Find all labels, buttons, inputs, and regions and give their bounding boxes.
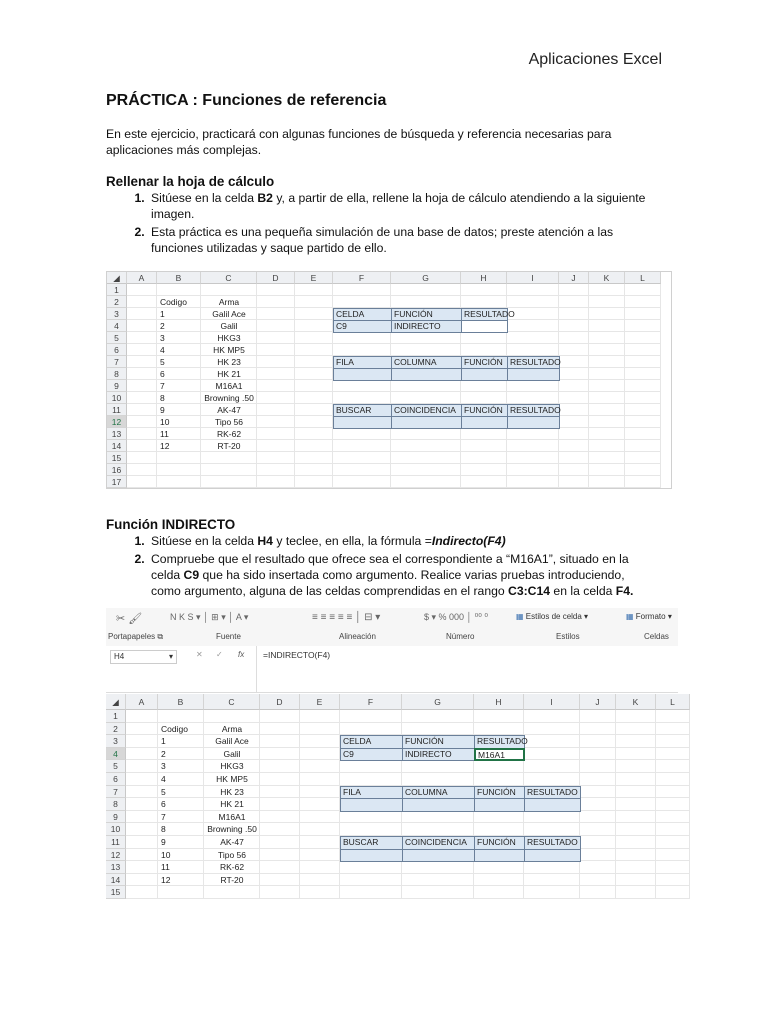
row-header[interactable]: 4: [106, 748, 126, 761]
column-header: B: [157, 272, 201, 284]
table3-empty-cell: [507, 416, 560, 429]
column-header[interactable]: I: [524, 694, 580, 710]
table2-empty-cell: [461, 368, 508, 381]
table1-funcion-header[interactable]: FUNCIÓN: [402, 735, 475, 749]
grid-line[interactable]: [655, 710, 656, 899]
row-header: 3: [107, 308, 127, 320]
table2-resultado-header[interactable]: RESULTADO: [524, 786, 581, 800]
spreadsheet-image-1: [106, 271, 672, 489]
cell-code[interactable]: 5: [161, 786, 166, 797]
column-header[interactable]: J: [580, 694, 616, 710]
step-2: 2. Esta práctica es una pequeña simulación de una base de datos; preste atención a las funciones utilizadas y saque partido de ello.: [148, 224, 646, 256]
formula-divider: [256, 646, 257, 692]
row-header: 13: [107, 428, 127, 440]
cell-styles-button[interactable]: ▦ Estilos de celda ▾: [516, 612, 589, 621]
column-header: L: [625, 272, 661, 284]
table2-empty-cell: [333, 368, 392, 381]
table2-empty-cell: [507, 368, 560, 381]
formula-input[interactable]: =INDIRECTO(F4): [263, 650, 331, 660]
cell-code[interactable]: 3: [161, 761, 166, 772]
cell-code[interactable]: 1: [161, 736, 166, 747]
grid-line[interactable]: [615, 710, 616, 899]
cell-code[interactable]: 8: [161, 824, 166, 835]
table2-empty-cell: [391, 368, 462, 381]
table1-funcion-header: FUNCIÓN: [391, 308, 462, 321]
row-header: 15: [107, 452, 127, 464]
row-header[interactable]: 12: [106, 849, 126, 862]
cell-weapon[interactable]: RK-62: [219, 862, 245, 873]
step-1: 1. Sitúese en la celda H4 y teclee, en ella, la fórmula =Indirecto(F4): [148, 533, 646, 549]
cell-code[interactable]: 12: [161, 874, 171, 885]
row-header[interactable]: 1: [106, 710, 126, 723]
cell-weapon[interactable]: RT-20: [220, 874, 244, 885]
table1-resultado-header: RESULTADO: [461, 308, 508, 321]
number-format-icon[interactable]: $ ▾ % 000 │ ⁰⁰ ⁰: [424, 612, 488, 622]
cell-weapon[interactable]: Browning .50: [207, 824, 257, 835]
page-title: PRÁCTICA : Funciones de referencia: [106, 92, 387, 109]
cell-codigo-header[interactable]: Codigo: [161, 723, 188, 734]
row-header[interactable]: 2: [106, 723, 126, 736]
row-header: 5: [107, 332, 127, 344]
grid-line: [558, 284, 559, 488]
column-header[interactable]: L: [656, 694, 690, 710]
column-header[interactable]: D: [260, 694, 300, 710]
table2-funcion-header: FUNCIÓN: [461, 356, 508, 369]
cell-code[interactable]: 9: [161, 837, 166, 847]
ribbon-group-fuente: Fuente: [216, 632, 241, 641]
confirm-icon[interactable]: ✓: [216, 650, 223, 659]
cell-code: 10: [160, 417, 170, 427]
column-header[interactable]: H: [474, 694, 524, 710]
table3-resultado-header: RESULTADO: [507, 404, 560, 417]
row-header: 7: [107, 356, 127, 368]
cell-code: 2: [160, 321, 165, 331]
intro-paragraph: En este ejercicio, practicará con algunas funciones de búsqueda y referencia necesarias para aplicaciones más complejas.: [106, 127, 612, 157]
table3-empty-cell: [391, 416, 462, 429]
table3-buscar-header: BUSCAR: [333, 404, 392, 417]
row-header: 9: [107, 380, 127, 392]
ribbon-group-celdas: Celdas: [644, 632, 669, 641]
cell-weapon: Galil Ace: [212, 309, 246, 319]
row-header[interactable]: 9: [106, 811, 126, 824]
row-header[interactable]: 5: [106, 760, 126, 773]
cell-code: 7: [160, 381, 165, 391]
cell-weapon: Tipo 56: [214, 417, 244, 427]
cell-code: 12: [160, 441, 170, 451]
column-header: D: [257, 272, 295, 284]
cell-code: 6: [160, 369, 165, 379]
ribbon-group-alineacion: Alineación: [339, 632, 376, 641]
column-header: I: [507, 272, 559, 284]
row-header: 8: [107, 368, 127, 380]
grid-line: [660, 284, 661, 488]
corner-cell[interactable]: ◢: [106, 694, 126, 710]
table2-fila-header: FILA: [333, 356, 392, 369]
spreadsheet-image-2: [106, 694, 678, 898]
name-box[interactable]: H4 ▾: [110, 650, 177, 664]
section1-steps: [106, 190, 646, 258]
cell-weapon[interactable]: Galil Ace: [215, 736, 249, 747]
table1-indirecto-cell[interactable]: INDIRECTO: [402, 748, 475, 762]
table2-funcion-header[interactable]: FUNCIÓN: [474, 786, 525, 800]
grid-line[interactable]: [299, 710, 300, 899]
cell-code[interactable]: 6: [161, 799, 166, 810]
table2-columna-header[interactable]: COLUMNA: [402, 786, 475, 800]
cell-arma-header[interactable]: Arma: [221, 723, 243, 734]
cell-weapon[interactable]: HK 23: [220, 786, 244, 797]
grid-line: [127, 487, 661, 488]
cell-weapon[interactable]: HKG3: [220, 761, 244, 772]
cell-weapon[interactable]: M16A1: [218, 811, 246, 822]
cancel-icon[interactable]: ✕: [196, 650, 203, 659]
table1-result-cell: [461, 320, 508, 333]
align-icon[interactable]: ≡ ≡ ≡ ≡ ≡ │ ⊟ ▾: [312, 612, 381, 623]
cell-code: 11: [160, 429, 169, 439]
row-header: 4: [107, 320, 127, 332]
cell-code[interactable]: 10: [161, 849, 171, 860]
table1-resultado-header[interactable]: RESULTADO: [474, 735, 525, 749]
table1-celda-header: CELDA: [333, 308, 392, 321]
cell-code: 8: [160, 393, 165, 403]
cell-code[interactable]: 2: [161, 748, 166, 759]
column-header[interactable]: E: [300, 694, 340, 710]
grid-line: [294, 284, 295, 488]
column-header[interactable]: G: [402, 694, 474, 710]
table2-empty-cell[interactable]: [524, 798, 581, 812]
grid-line[interactable]: [689, 710, 690, 899]
grid-line: [127, 475, 661, 476]
grid-line[interactable]: [126, 898, 690, 899]
corner-cell: ◢: [107, 272, 127, 284]
row-header: 2: [107, 296, 127, 308]
row-header: 11: [107, 404, 127, 416]
table1-c9-cell[interactable]: C9: [340, 748, 403, 762]
cell-weapon[interactable]: HK 21: [220, 799, 244, 810]
step-2: 2. Compruebe que el resultado que ofrece sea el correspondiente a “M16A1”, situado en la celda C9 que ha sido insertada como argumento. Realice varias pruebas introduciendo, como argumento, alguna de las celdas comprendidas en el rango C3:C14 en la celda F4.: [148, 551, 646, 599]
cell-weapon[interactable]: HK MP5: [216, 774, 248, 784]
paste-icon[interactable]: ✂ 🖌: [116, 613, 143, 625]
column-header[interactable]: A: [126, 694, 158, 710]
table3-resultado-header[interactable]: RESULTADO: [524, 836, 581, 850]
column-header[interactable]: B: [158, 694, 204, 710]
column-header: K: [589, 272, 625, 284]
table2-fila-header[interactable]: FILA: [340, 786, 403, 800]
cell-weapon[interactable]: Tipo 56: [217, 849, 247, 860]
table1-result-cell[interactable]: M16A1: [474, 748, 525, 762]
table3-funcion-header[interactable]: FUNCIÓN: [474, 836, 525, 850]
cell-code: 4: [160, 345, 165, 355]
cell-code: 3: [160, 333, 165, 343]
section-title-indirecto: Función INDIRECTO: [106, 517, 236, 532]
row-header[interactable]: 6: [106, 773, 126, 786]
step-1: 1. Sitúese en la celda B2 y, a partir de ella, rellene la hoja de cálculo atendiendo a la siguiente imagen.: [148, 190, 646, 222]
grid-line: [127, 463, 661, 464]
ribbon-group-estilos: Estilos: [556, 632, 580, 641]
table2-resultado-header: RESULTADO: [507, 356, 560, 369]
row-header: 6: [107, 344, 127, 356]
cell-weapon[interactable]: AK-47: [220, 837, 244, 847]
row-header[interactable]: 13: [106, 861, 126, 874]
table3-coincidencia-header: COINCIDENCIA: [391, 404, 462, 417]
row-header: 16: [107, 464, 127, 476]
document-header-title: Aplicaciones Excel: [528, 51, 662, 68]
column-header: H: [461, 272, 507, 284]
row-header[interactable]: 11: [106, 836, 126, 849]
cell-arma-header: Arma: [218, 297, 240, 307]
cell-code: 5: [160, 357, 165, 367]
row-header[interactable]: 10: [106, 823, 126, 836]
cell-weapon: HK MP5: [213, 345, 245, 355]
cell-weapon: HK 21: [217, 369, 241, 379]
cell-codigo-header: Codigo: [160, 297, 187, 307]
cell-weapon: HK 23: [217, 357, 241, 367]
table1-c9-cell: C9: [333, 320, 392, 333]
cell-weapon: RT-20: [217, 441, 241, 451]
row-header: 17: [107, 476, 127, 488]
table3-coincidencia-header[interactable]: COINCIDENCIA: [402, 836, 475, 850]
cell-weapon: HKG3: [217, 333, 241, 343]
column-header[interactable]: C: [204, 694, 260, 710]
table2-columna-header: COLUMNA: [391, 356, 462, 369]
grid-line: [624, 284, 625, 488]
row-header: 10: [107, 392, 127, 404]
row-header[interactable]: 3: [106, 735, 126, 748]
row-header: 14: [107, 440, 127, 452]
table3-funcion-header: FUNCIÓN: [461, 404, 508, 417]
row-header[interactable]: 14: [106, 874, 126, 887]
column-header: F: [333, 272, 391, 284]
table3-empty-cell[interactable]: [340, 849, 403, 863]
row-header[interactable]: 7: [106, 786, 126, 799]
table1-celda-header[interactable]: CELDA: [340, 735, 403, 749]
column-header: E: [295, 272, 333, 284]
cell-weapon[interactable]: Galil: [223, 748, 241, 759]
row-header: 12: [107, 416, 127, 428]
table3-buscar-header[interactable]: BUSCAR: [340, 836, 403, 850]
cell-weapon: RK-62: [216, 429, 242, 439]
table1-indirecto-cell: INDIRECTO: [391, 320, 462, 333]
column-header: J: [559, 272, 589, 284]
table3-empty-cell[interactable]: [524, 849, 581, 863]
table3-empty-cell[interactable]: [402, 849, 475, 863]
chevron-down-icon: ▾: [168, 652, 173, 661]
column-header[interactable]: K: [616, 694, 656, 710]
table3-empty-cell[interactable]: [474, 849, 525, 863]
table3-empty-cell: [333, 416, 392, 429]
section2-steps: [106, 533, 646, 601]
table2-empty-cell[interactable]: [340, 798, 403, 812]
font-tools-icon[interactable]: N K S ▾ │ ⊞ ▾ │ A ▾: [170, 612, 249, 622]
ribbon-group-numero: Número: [446, 632, 475, 641]
cell-weapon: Browning .50: [204, 393, 254, 403]
cell-code[interactable]: 7: [161, 811, 166, 822]
cell-code[interactable]: 4: [161, 774, 166, 784]
column-header: A: [127, 272, 157, 284]
cell-code[interactable]: 11: [161, 862, 170, 873]
cell-weapon: M16A1: [215, 381, 243, 391]
column-header[interactable]: F: [340, 694, 402, 710]
row-header[interactable]: 8: [106, 798, 126, 811]
row-header[interactable]: 15: [106, 886, 126, 899]
format-button[interactable]: ▦ Formato ▾: [626, 612, 672, 621]
function-icon[interactable]: fx: [238, 650, 245, 659]
grid-line: [588, 284, 589, 488]
column-header: G: [391, 272, 461, 284]
section-title-rellenar: Rellenar la hoja de cálculo: [106, 174, 275, 189]
cell-code: 9: [160, 405, 165, 415]
cell-weapon: AK-47: [217, 405, 241, 415]
ribbon-group-portapapeles: Portapapeles ⧉: [108, 632, 164, 641]
table3-empty-cell: [461, 416, 508, 429]
row-header: 1: [107, 284, 127, 296]
column-header: C: [201, 272, 257, 284]
formula-bar: [106, 646, 678, 693]
cell-weapon: Galil: [220, 321, 238, 331]
table2-empty-cell[interactable]: [402, 798, 475, 812]
table2-empty-cell[interactable]: [474, 798, 525, 812]
cell-code: 1: [160, 309, 165, 319]
